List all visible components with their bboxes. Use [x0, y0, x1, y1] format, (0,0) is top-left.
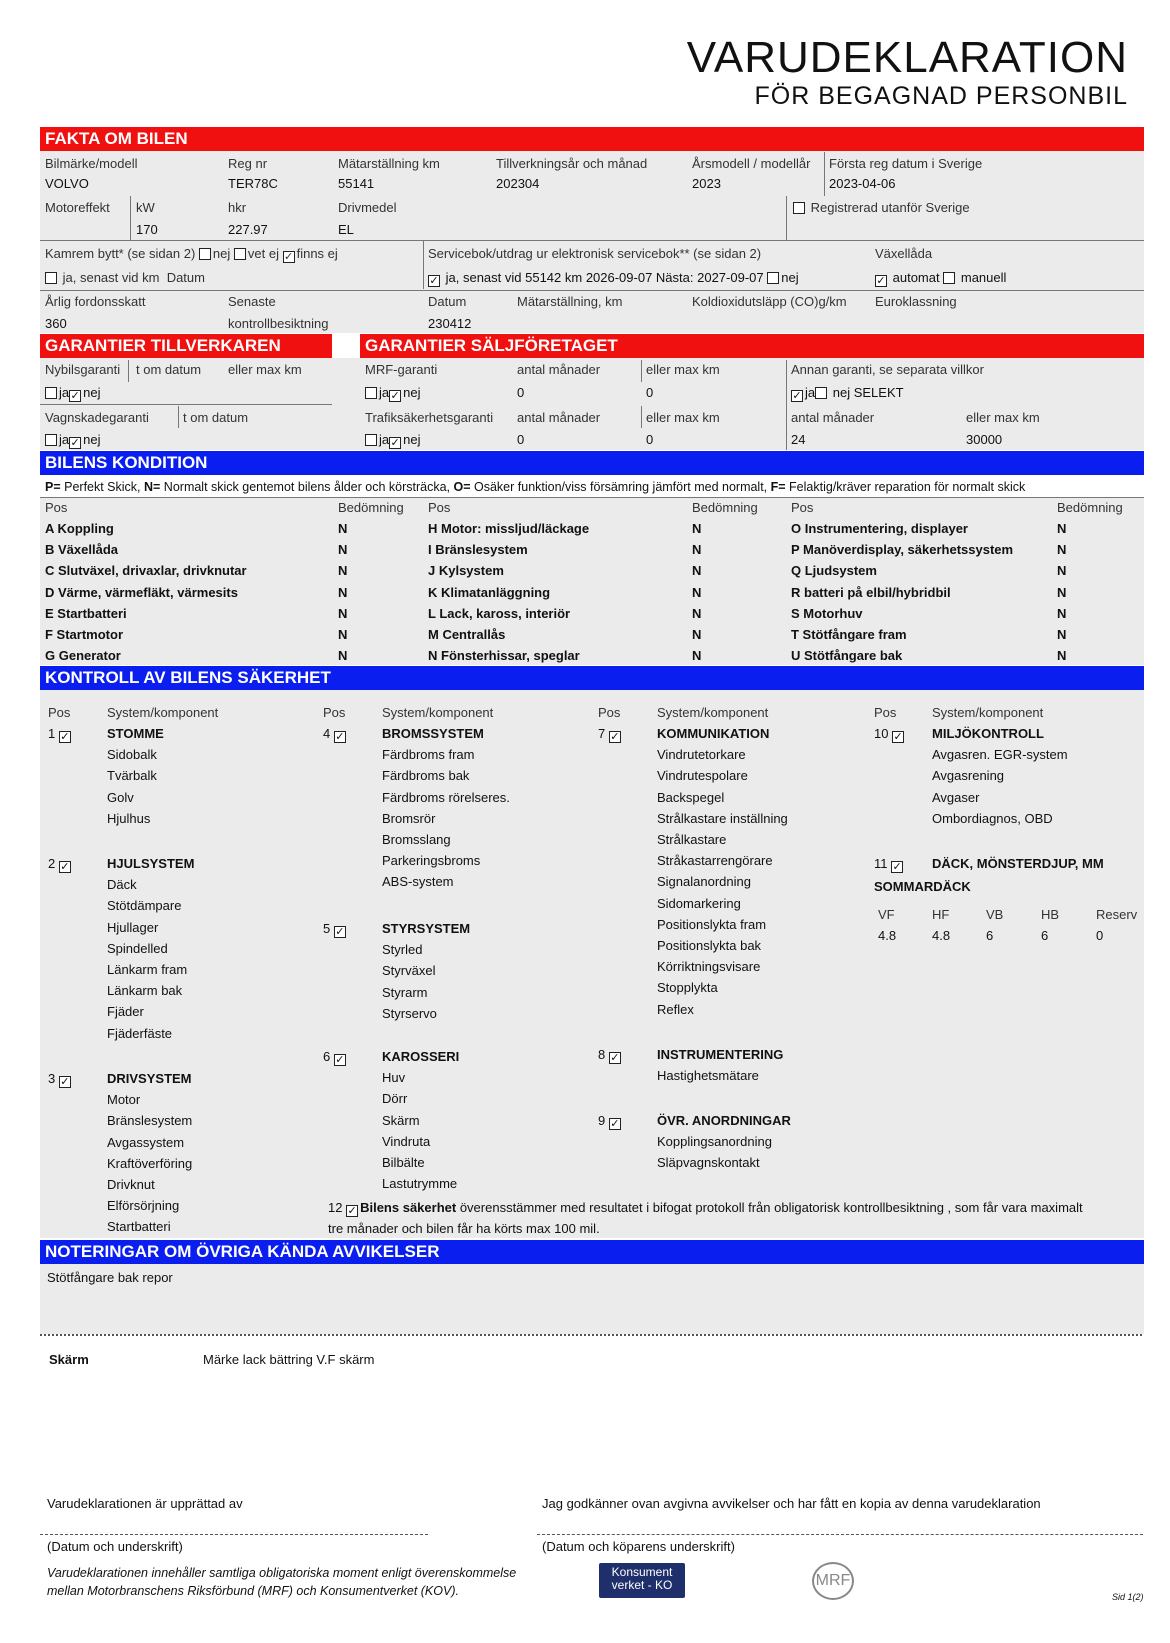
safety-component: Bilbälte — [382, 1155, 425, 1170]
reg-label: Reg nr — [228, 156, 268, 171]
safety-component: Vindrutetorkare — [657, 747, 746, 763]
safety-component: Hjulhus — [107, 810, 151, 826]
dotted-separator — [40, 1334, 1142, 1336]
kondition-pos-header: Pos — [45, 500, 68, 515]
vagnskada-label: Vagnskadegaranti — [45, 410, 149, 425]
service-ja-checkbox[interactable]: ✓ — [429, 275, 439, 287]
fuel-value: EL — [338, 222, 354, 237]
safety-group-title: KOMMUNIKATION — [657, 726, 770, 741]
nybil-tom-label: t om datum — [136, 362, 202, 377]
mrf-max-label: eller max km — [646, 362, 720, 377]
safety-component: Bromsslang — [382, 832, 451, 847]
kondition-background — [40, 498, 1144, 665]
kondition-legend: P= Perfekt Skick, N= Normalt skick gentemot bilens ålder och körsträcka, O= Osäker funktion/viss försämring jämfört med normalt, F= Felaktig/kräver reparation för normalt skick — [45, 480, 1026, 494]
trafik-antal-value: 0 — [517, 432, 525, 447]
safety-component: Körriktningsvisare — [657, 959, 761, 975]
safety-component: Styrled — [382, 942, 423, 958]
safety-group-number: 4 ✓ — [323, 726, 345, 743]
safety-component: Hastighetsmätare — [657, 1068, 759, 1084]
safety-group-checkbox[interactable]: ✓ — [893, 731, 903, 743]
safety-group-number: 5 ✓ — [323, 921, 345, 938]
divider — [130, 196, 131, 240]
condition-rating: N — [1057, 648, 1067, 664]
safety-group-title: INSTRUMENTERING — [657, 1047, 784, 1062]
section-kondition: BILENS KONDITION — [40, 451, 1144, 475]
safety-component: Lastutrymme — [382, 1176, 458, 1192]
safety-component: Startbatteri — [107, 1219, 171, 1235]
divider — [824, 152, 825, 196]
fine-print-1: Varudeklarationen innehåller samtliga obligatoriska moment enligt överenskommelse — [47, 1566, 517, 1580]
kamrem-ja-checkbox[interactable] — [45, 272, 57, 284]
signature-line-buyer[interactable] — [537, 1534, 1143, 1535]
safety-component: Positionslykta fram — [657, 916, 767, 932]
safety-component: Strålkastare — [657, 832, 727, 847]
annan-max-value: 30000 — [966, 432, 1003, 447]
kondition-bed-header: Bedömning — [338, 500, 404, 515]
mrf-antal-value: 0 — [517, 385, 525, 400]
safety-component: Fjäder — [107, 1004, 144, 1020]
safety-component: Positionslykta bak — [657, 938, 762, 953]
condition-item: B Växellåda — [45, 542, 118, 558]
divider — [40, 290, 1144, 291]
safety-group-checkbox[interactable]: ✓ — [60, 731, 70, 743]
safety-component: Drivknut — [107, 1177, 155, 1192]
kamrem-vetej-checkbox[interactable] — [234, 248, 246, 260]
trafik-ja-checkbox[interactable] — [365, 434, 377, 446]
safety-component: Bromsrör — [382, 810, 436, 826]
condition-rating: N — [692, 648, 702, 664]
condition-rating: N — [338, 584, 348, 600]
service-nej-checkbox[interactable] — [767, 272, 779, 284]
safety-component: Vindruta — [382, 1133, 431, 1149]
safety-component: Backspegel — [657, 789, 725, 805]
condition-item: R batteri på elbil/hybridbil — [791, 584, 951, 600]
nybil-ja-checkbox[interactable] — [45, 387, 57, 399]
condition-item: K Klimatanläggning — [428, 584, 551, 600]
nybilsgaranti-label: Nybilsgaranti — [45, 362, 121, 377]
senaste-label: Senaste — [228, 294, 276, 309]
g12-checkbox[interactable]: ✓ — [347, 1205, 357, 1217]
condition-rating: N — [338, 627, 348, 642]
annan-antal-value: 24 — [791, 432, 806, 447]
first-reg-label: Första reg datum i Sverige — [829, 156, 983, 171]
vagn-tom-label: t om datum — [183, 410, 249, 425]
mrf-logo: MRF — [812, 1562, 854, 1600]
mrf-label: MRF-garanti — [365, 362, 438, 377]
condition-item: E Startbatteri — [45, 605, 127, 621]
safety-group-title: ÖVR. ANORDNINGAR — [657, 1113, 791, 1128]
section-sakerhet: KONTROLL AV BILENS SÄKERHET — [40, 666, 1144, 690]
safety-system-header: System/komponent — [382, 705, 494, 720]
noteringar-background — [40, 1264, 1144, 1334]
safety-component: Släpvagnskontakt — [657, 1155, 760, 1171]
safety-group-checkbox[interactable]: ✓ — [892, 861, 902, 873]
make-label: Bilmärke/modell — [45, 156, 138, 171]
safety-group-title: DRIVSYSTEM — [107, 1071, 192, 1086]
upprattad-label: Varudeklarationen är upprättad av — [47, 1496, 243, 1511]
nybil-nej-checkbox[interactable]: ✓ — [70, 390, 80, 402]
section-garanti-tillverkaren: GARANTIER TILLVERKAREN — [40, 334, 332, 358]
condition-rating: N — [692, 627, 702, 642]
safety-group-number: 10 ✓ — [874, 726, 903, 743]
safety-pos-header: Pos — [48, 705, 71, 720]
signature-line-seller[interactable] — [40, 1534, 428, 1535]
manufacture-label: Tillverkningsår och månad — [496, 156, 648, 171]
safety-component: Styrväxel — [382, 963, 436, 979]
condition-item: F Startmotor — [45, 627, 123, 642]
condition-rating: N — [1057, 563, 1067, 579]
safety-component: Avgasrening — [932, 768, 1005, 784]
document-subtitle: FÖR BEGAGNAD PERSONBIL — [754, 82, 1128, 110]
tire-depth-value: 6 — [1041, 928, 1049, 943]
condition-item: N Fönsterhissar, speglar — [428, 648, 580, 664]
section-noteringar: NOTERINGAR OM ÖVRIGA KÄNDA AVVIKELSER — [40, 1240, 1144, 1264]
safety-group-number: 7 ✓ — [598, 726, 620, 743]
trafik-max-label: eller max km — [646, 410, 720, 425]
safety-component: Parkeringsbroms — [382, 853, 481, 869]
tax-value: 360 — [45, 316, 67, 331]
safety-system-header: System/komponent — [657, 705, 769, 720]
condition-rating: N — [338, 605, 348, 621]
trafik-janej: ja✓ nej — [365, 432, 420, 449]
safety-component: Hjullager — [107, 919, 159, 935]
safety-group-number: 2 ✓ — [48, 856, 70, 873]
divider — [641, 360, 642, 382]
condition-rating: N — [338, 648, 348, 664]
tire-type: SOMMARDÄCK — [874, 879, 971, 894]
safety-group-title: STYRSYSTEM — [382, 921, 471, 936]
condition-item: C Slutväxel, drivaxlar, drivknutar — [45, 563, 247, 579]
note-item-label: Skärm — [49, 1352, 89, 1367]
annan-nej-checkbox[interactable] — [815, 387, 827, 399]
odometer-value: 55141 — [338, 176, 375, 191]
g12-statement: 12 ✓ Bilens säkerhet överensstämmer med resultatet i bifogat protokoll från obligatorisk kontrollbesiktning , som får vara maximalt — [328, 1200, 1083, 1217]
safety-component: Tvärbalk — [107, 768, 157, 784]
kamrem-ja-field: ja, senast vid km Datum — [45, 270, 205, 286]
condition-item: S Motorhuv — [791, 605, 863, 621]
tire-depth-value: 4.8 — [932, 928, 951, 943]
safety-group-title: KAROSSERI — [382, 1049, 460, 1064]
divider — [786, 196, 787, 240]
tire-position-label: VF — [878, 907, 895, 922]
condition-item: I Bränslesystem — [428, 542, 528, 558]
reg-outside-checkbox[interactable] — [793, 202, 805, 214]
seller-signature-caption: (Datum och underskrift) — [47, 1539, 183, 1554]
annan-max-label: eller max km — [966, 410, 1040, 425]
safety-component: Elförsörjning — [107, 1198, 180, 1214]
condition-rating: N — [338, 542, 348, 558]
safety-component: Stopplykta — [657, 980, 718, 996]
safety-group-number: 3 ✓ — [48, 1071, 70, 1088]
kontroll-label: kontrollbesiktning — [228, 316, 329, 331]
safety-component: ABS-system — [382, 874, 454, 890]
safety-component: Signalanordning — [657, 874, 751, 890]
safety-component: Dörr — [382, 1091, 408, 1107]
tire-depth-value: 0 — [1096, 928, 1104, 943]
reg-outside-field[interactable]: Registrerad utanför Sverige — [793, 200, 970, 216]
g12-statement-line2: tre månader och bilen får ha körts max 100 mil. — [328, 1221, 600, 1236]
condition-item: A Koppling — [45, 521, 114, 536]
mrf-antal-label: antal månader — [517, 362, 601, 377]
kw-value: 170 — [136, 222, 158, 237]
nybil-janej: ja✓ nej — [45, 385, 100, 402]
divider — [786, 360, 787, 450]
safety-group-number: 1 ✓ — [48, 726, 70, 743]
mrf-max-value: 0 — [646, 385, 654, 400]
safety-component: Ombordiagnos, OBD — [932, 810, 1053, 826]
nybil-max-label: eller max km — [228, 362, 302, 377]
co2-label: Koldioxidutsläpp (CO)g/km — [692, 294, 847, 309]
safety-system-header: System/komponent — [932, 705, 1044, 720]
divider — [641, 406, 642, 428]
kondition-pos-header: Pos — [791, 500, 814, 515]
safety-pos-header: Pos — [874, 705, 897, 720]
safety-group-title: BROMSSYSTEM — [382, 726, 484, 741]
safety-component: Sidobalk — [107, 747, 157, 763]
manuell-checkbox[interactable] — [943, 272, 955, 284]
kamrem-nej-checkbox[interactable] — [199, 248, 211, 260]
safety-component: Styrarm — [382, 984, 428, 1000]
condition-item: G Generator — [45, 648, 121, 664]
safety-component: Skärm — [382, 1112, 420, 1128]
divider — [423, 241, 424, 289]
condition-rating: N — [338, 563, 348, 579]
power-label: Motoreffekt — [45, 200, 110, 215]
condition-item: U Stötfångare bak — [791, 648, 903, 664]
noteringar-text: Stötfångare bak repor — [47, 1270, 173, 1285]
kamrem-field: Kamrem bytt* (se sidan 2) nej vet ej ✓ finns ej — [45, 246, 338, 263]
section-garanti-saljforetaget: GARANTIER SÄLJFÖRETAGET — [360, 334, 1144, 358]
kamrem-finnsej-checkbox[interactable]: ✓ — [283, 251, 294, 263]
manufacture-value: 202304 — [496, 176, 540, 191]
safety-group-checkbox[interactable]: ✓ — [335, 926, 345, 938]
euro-label: Euroklassning — [875, 294, 957, 309]
condition-item: H Motor: missljud/läckage — [428, 521, 590, 536]
trafik-max-value: 0 — [646, 432, 654, 447]
gearbox-field: ✓ automat manuell — [876, 270, 1007, 287]
condition-item: M Centrallås — [428, 627, 506, 642]
safety-group-title: STOMME — [107, 726, 164, 741]
safety-component: Länkarm fram — [107, 962, 188, 977]
safety-pos-header: Pos — [598, 705, 621, 720]
safety-component: Stråkastarrengörare — [657, 853, 773, 869]
divider — [40, 404, 332, 405]
mrf-ja-checkbox[interactable] — [365, 387, 377, 399]
safety-group-title: DÄCK, MÖNSTERDJUP, MM — [932, 856, 1104, 871]
note-item-text: Märke lack bättring V.F skärm — [203, 1352, 375, 1367]
condition-rating: N — [692, 584, 702, 600]
trafik-label: Trafiksäkerhetsgaranti — [365, 410, 494, 425]
kondition-pos-header: Pos — [428, 500, 451, 515]
tire-position-label: VB — [986, 907, 1004, 922]
mrf-janej: ja✓ nej — [365, 385, 420, 402]
vagn-ja-checkbox[interactable] — [45, 434, 57, 446]
divider — [128, 360, 129, 382]
condition-rating: N — [1057, 584, 1067, 600]
fine-print-2: mellan Motorbranschens Riksförbund (MRF) och Konsumentverket (KOV). — [47, 1584, 459, 1598]
safety-component: Reflex — [657, 1001, 694, 1017]
safety-group-number: 6 ✓ — [323, 1049, 345, 1066]
safety-component: Sidomarkering — [657, 895, 741, 911]
godkanner-label: Jag godkänner ovan avgivna avvikelser och har fått en kopia av denna varudeklaration — [542, 1496, 1041, 1511]
condition-rating: N — [692, 563, 702, 579]
service-field: ✓ ja, senast vid 55142 km 2026-09-07 Nästa: 2027-09-07 nej — [429, 270, 799, 287]
safety-component: Länkarm bak — [107, 983, 183, 999]
annan-janej: ✓ ja nej SELEKT — [792, 385, 904, 402]
safety-pos-header: Pos — [323, 705, 346, 720]
condition-rating: N — [338, 521, 348, 536]
safety-component: Avgasren. EGR-system — [932, 747, 1068, 763]
condition-rating: N — [692, 542, 702, 558]
condition-rating: N — [1057, 542, 1067, 558]
kw-label: kW — [136, 200, 155, 215]
condition-rating: N — [1057, 627, 1067, 642]
besikt-date-label: Datum — [428, 294, 467, 309]
automat-checkbox[interactable]: ✓ — [876, 275, 886, 287]
tire-position-label: HB — [1041, 907, 1060, 922]
safety-component: Avgaser — [932, 789, 980, 805]
safety-component: Strålkastare inställning — [657, 810, 788, 826]
safety-component: Färdbroms fram — [382, 747, 475, 763]
fuel-label: Drivmedel — [338, 200, 397, 215]
condition-item: T Stötfångare fram — [791, 627, 907, 642]
page-number: Sid 1(2) — [1112, 1592, 1144, 1602]
safety-component: Vindrutespolare — [657, 768, 748, 784]
model-year-value: 2023 — [692, 176, 721, 191]
kondition-bed-header: Bedömning — [1057, 500, 1123, 515]
trafik-nej-checkbox[interactable]: ✓ — [390, 437, 400, 449]
divider — [178, 406, 179, 428]
buyer-signature-caption: (Datum och köparens underskrift) — [542, 1539, 735, 1554]
hp-value: 227.97 — [228, 222, 268, 237]
safety-component: Färdbroms rörelseres. — [382, 789, 510, 805]
kondition-bed-header: Bedömning — [692, 500, 758, 515]
make-value: VOLVO — [45, 176, 89, 191]
safety-component: Spindelled — [107, 940, 168, 956]
tax-label: Årlig fordonsskatt — [45, 294, 146, 309]
annan-antal-label: antal månader — [791, 410, 875, 425]
section-fakta: FAKTA OM BILEN — [40, 127, 1144, 151]
condition-item: P Manöverdisplay, säkerhetssystem — [791, 542, 1014, 558]
safety-component: Kraftöverföring — [107, 1155, 193, 1171]
condition-rating: N — [1057, 605, 1067, 621]
condition-item: J Kylsystem — [428, 563, 504, 579]
safety-component: Färdbroms bak — [382, 768, 470, 784]
safety-component: Fjäderfäste — [107, 1025, 173, 1041]
safety-component: Huv — [382, 1070, 406, 1086]
servicebok-label: Servicebok/utdrag ur elektronisk servicebok** (se sidan 2) — [428, 246, 762, 261]
besikt-odo-label: Mätarställning, km — [517, 294, 623, 309]
safety-component: Motor — [107, 1092, 141, 1108]
model-year-label: Årsmodell / modellår — [692, 156, 811, 171]
condition-rating: N — [1057, 521, 1067, 536]
mrf-nej-checkbox[interactable]: ✓ — [390, 390, 400, 402]
tire-depth-value: 4.8 — [878, 928, 897, 943]
safety-group-title: MILJÖKONTROLL — [932, 726, 1044, 741]
safety-group-checkbox[interactable]: ✓ — [335, 1054, 345, 1066]
condition-item: Q Ljudsystem — [791, 563, 877, 579]
annan-garanti-label: Annan garanti, se separata villkor — [791, 362, 984, 377]
safety-group-checkbox[interactable]: ✓ — [335, 731, 345, 743]
tire-depth-value: 6 — [986, 928, 994, 943]
annan-ja-checkbox[interactable]: ✓ — [792, 390, 802, 402]
safety-group-checkbox[interactable]: ✓ — [610, 1118, 620, 1130]
safety-system-header: System/komponent — [107, 705, 219, 720]
condition-item: L Lack, kaross, interiör — [428, 605, 571, 621]
safety-component: Styrservo — [382, 1005, 437, 1021]
first-reg-value: 2023-04-06 — [829, 176, 896, 191]
safety-group-number: 9 ✓ — [598, 1113, 620, 1130]
vagn-janej: ja✓ nej — [45, 432, 100, 449]
safety-group-checkbox[interactable]: ✓ — [610, 1052, 620, 1064]
safety-component: Stötdämpare — [107, 898, 182, 914]
condition-item: D Värme, värmefläkt, värmesits — [45, 584, 238, 600]
safety-group-checkbox[interactable]: ✓ — [60, 1076, 70, 1088]
safety-group-number: 11 ✓ — [874, 856, 902, 873]
besikt-date-value: 230412 — [428, 316, 472, 331]
safety-group-checkbox[interactable]: ✓ — [610, 731, 620, 743]
document-title: VARUDEKLARATION — [686, 33, 1128, 82]
condition-rating: N — [692, 521, 702, 536]
tire-position-label: Reserv — [1096, 907, 1138, 922]
safety-component: Golv — [107, 789, 134, 805]
condition-rating: N — [692, 605, 702, 621]
trafik-antal-label: antal månader — [517, 410, 601, 425]
safety-group-number: 8 ✓ — [598, 1047, 620, 1064]
safety-group-checkbox[interactable]: ✓ — [60, 861, 70, 873]
odometer-label: Mätarställning km — [338, 156, 440, 171]
tire-position-label: HF — [932, 907, 950, 922]
safety-component: Avgassystem — [107, 1134, 185, 1150]
vagn-nej-checkbox[interactable]: ✓ — [70, 437, 80, 449]
konsumentverket-logo: Konsument verket - KO — [599, 1563, 685, 1598]
safety-component: Däck — [107, 877, 137, 893]
condition-item: O Instrumentering, displayer — [791, 521, 968, 536]
reg-value: TER78C — [228, 176, 278, 191]
safety-group-title: HJULSYSTEM — [107, 856, 195, 871]
safety-component: Kopplingsanordning — [657, 1134, 772, 1150]
gearbox-label: Växellåda — [875, 246, 933, 261]
safety-component: Bränslesystem — [107, 1113, 193, 1129]
divider — [40, 240, 1144, 241]
hp-label: hkr — [228, 200, 247, 215]
